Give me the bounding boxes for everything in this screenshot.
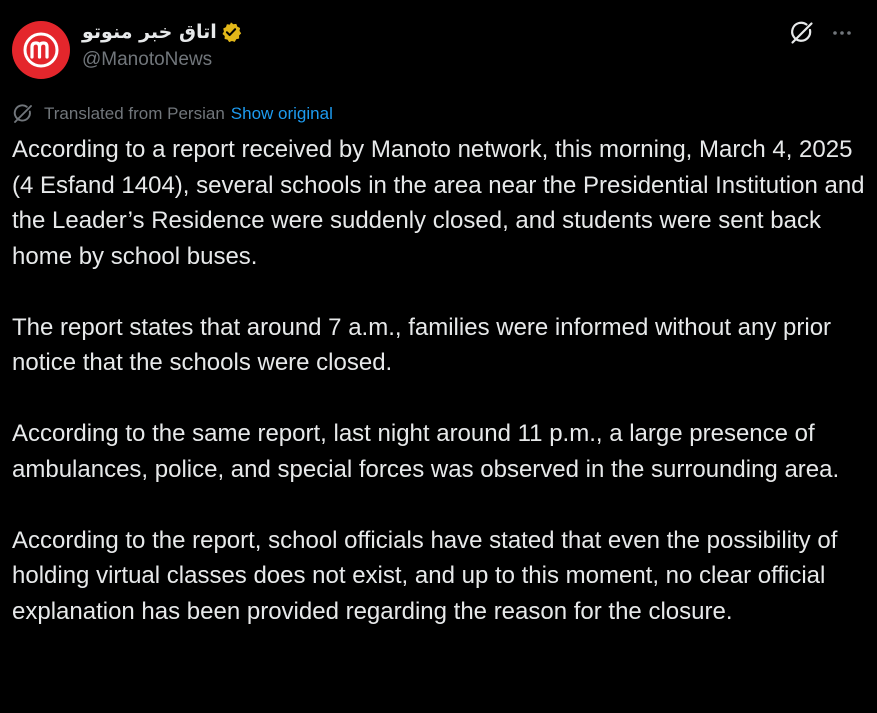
header-actions bbox=[779, 16, 859, 50]
grok-button[interactable] bbox=[785, 16, 819, 50]
tweet-text bbox=[12, 132, 868, 629]
avatar[interactable] bbox=[12, 21, 70, 79]
tweet-header bbox=[12, 14, 865, 78]
tweet-paragraph: According to a report received by Manoto network, this morning, March 4, 2025 (4 Esfand 1404), several schools in the area near the Presidential Institution and the Leader’s Residence were suddenly closed, and students were sent back home by school buses. bbox=[12, 136, 865, 270]
author-info[interactable] bbox=[82, 18, 242, 71]
tweet-paragraph: According to the report, school officials have stated that even the possibility of holding virtual classes does not exist, and up to this moment, no clear official explanation has been provided regarding the reason for the closure. bbox=[12, 526, 838, 625]
translation-notice bbox=[12, 102, 333, 126]
more-dots-icon bbox=[830, 21, 854, 45]
grok-icon bbox=[12, 103, 34, 125]
tweet-paragraph: According to the same report, last night around 11 p.m., a large presence of ambulances, police, and special forces was observed in the surrounding area. bbox=[12, 420, 840, 483]
manoto-logo-icon bbox=[21, 30, 61, 70]
tweet-paragraph: The report states that around 7 a.m., families were informed without any prior notice that the schools were closed. bbox=[12, 313, 832, 376]
grok-icon bbox=[789, 20, 815, 46]
translated-from-label: Translated from Persian bbox=[44, 104, 225, 123]
author-display-name[interactable]: اتاق خبر منوتو bbox=[82, 21, 217, 43]
more-options-button[interactable] bbox=[825, 16, 859, 50]
verified-badge-icon[interactable] bbox=[220, 21, 242, 43]
author-handle[interactable]: @ManotoNews bbox=[82, 49, 213, 70]
show-original-link[interactable]: Show original bbox=[230, 104, 333, 123]
